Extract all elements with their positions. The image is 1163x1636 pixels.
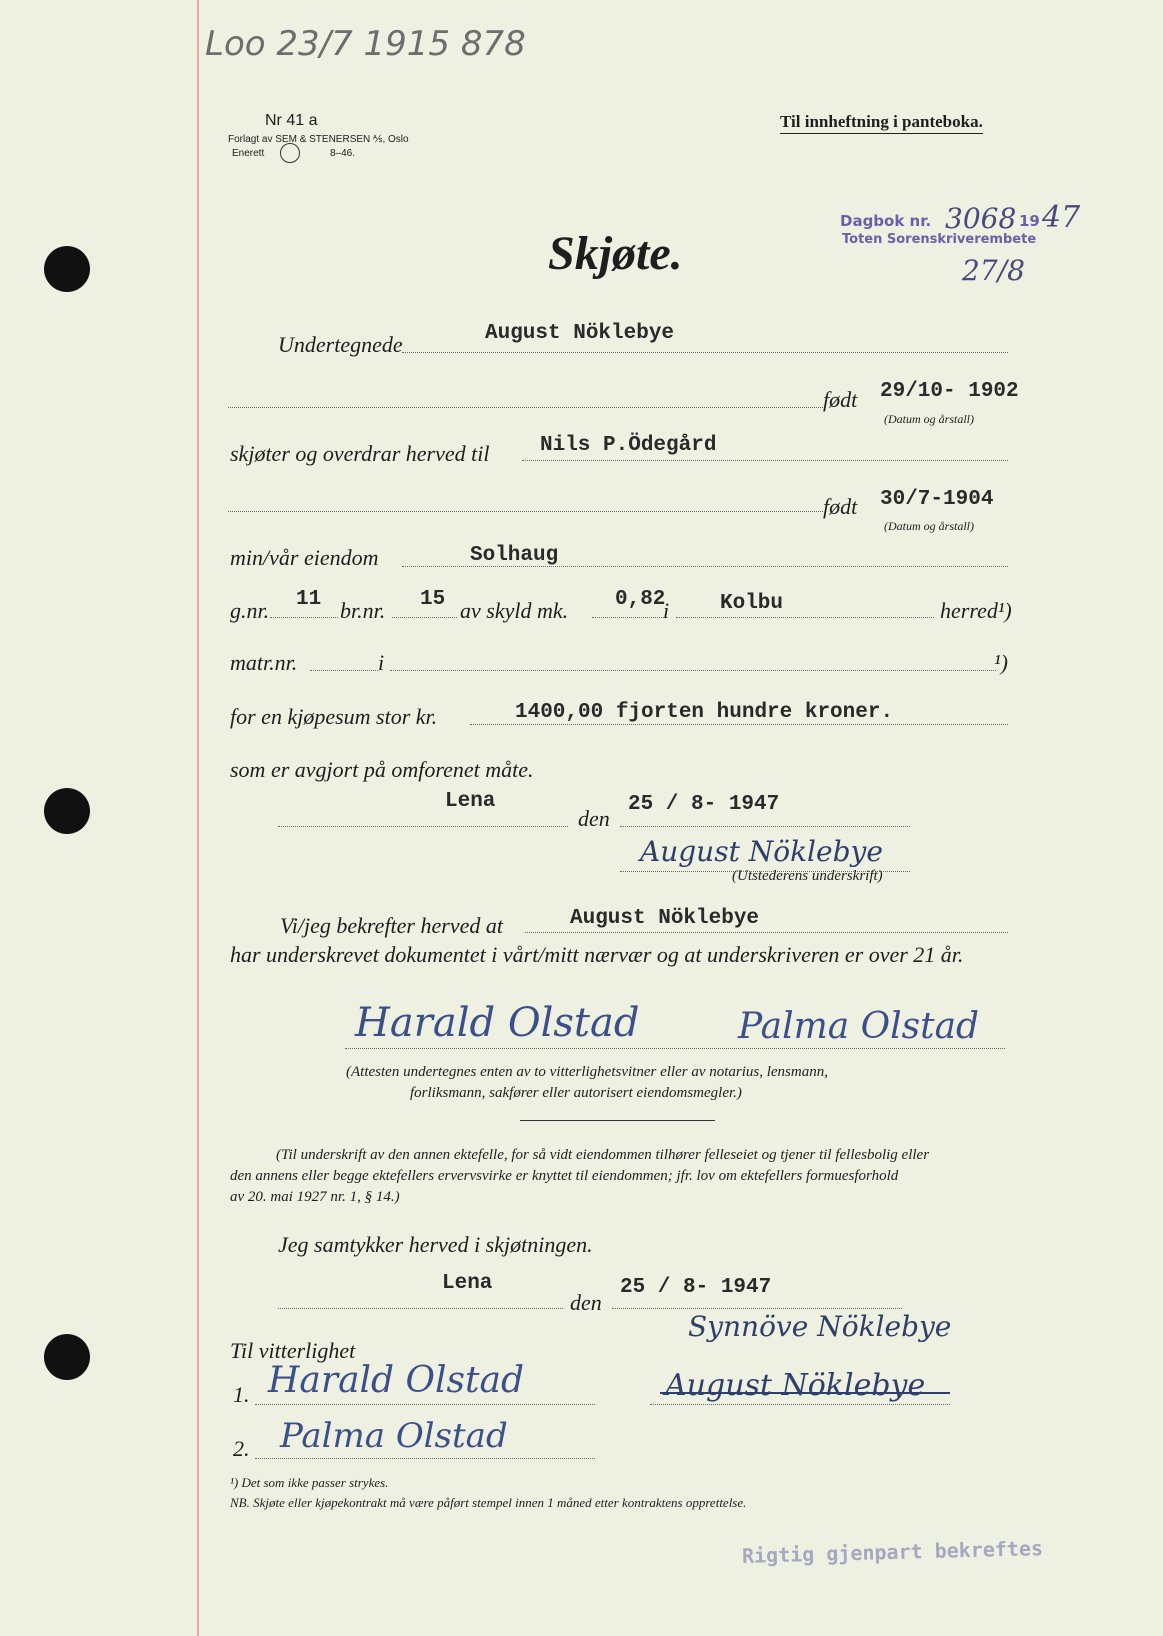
gnr-label: g.nr. [230,598,270,623]
punch-hole [44,246,90,292]
seller-label: Undertegnede [278,332,403,357]
footnote-1: ¹) Det som ikke passer strykes. [230,1475,389,1490]
print-date: 8–46. [330,148,356,159]
vitterlighet-witness-1: Harald Olstad [268,1360,525,1401]
issuer-signature: August Nöklebye [640,835,883,868]
publisher: Forlagt av SEM & STENERSEN ⅍, Oslo [228,134,409,145]
born-label: født [823,387,858,412]
binding-note: Til innheftning i panteboka. [780,112,983,134]
dotted-line [522,460,1008,461]
dotted-line [310,670,378,671]
property-name: Solhaug [470,544,559,567]
punch-hole [44,1334,90,1380]
spouse-note-line-2: den annens eller begge ektefellers ervervsvirke er knyttet til eiendommen; jfr. lov om ektefellers formuesforhold [230,1168,899,1184]
dagbok-number: 3068 [945,202,1017,235]
dotted-line [525,932,1008,933]
buyer-birth-date: 30/7-1904 [880,488,994,511]
dotted-line [390,670,996,671]
witness-label: Vi/jeg bekrefter herved at [280,913,503,938]
struck-signature: August Nöklebye [665,1368,926,1403]
spouse-signature: Synnöve Nöklebye [688,1310,952,1343]
signing-place: Lena [445,790,496,813]
dotted-line [592,617,664,618]
seller-name: August Nöklebye [485,322,675,345]
margin-line [197,0,199,1636]
bnr-label: br.nr. [340,598,386,623]
dotted-line [470,724,1008,725]
dotted-line [255,1458,595,1459]
dotted-line [392,617,457,618]
property-label: min/vår eiendom [230,545,379,570]
attest-note-line-1: (Attesten undertegnes enten av to vitterlighetsvitner eller av notarius, lensmann, [346,1064,828,1080]
vitterlighet-label: Til vitterlighet [230,1338,356,1363]
spouse-note-line-3: av 20. mai 1927 nr. 1, § 14.) [230,1189,400,1205]
consent-text: Jeg samtykker herved i skjøtningen. [278,1232,593,1257]
settled-text: som er avgjort på omforenet måte. [230,757,534,782]
seller-birth-date: 29/10- 1902 [880,380,1019,403]
gnr-value: 11 [296,588,322,611]
copyright-label: Enerett [232,148,265,159]
pencil-reference: Loo 23/7 1915 878 [205,24,526,64]
dotted-line [278,826,568,827]
buyer-name: Nils P.Ödegård [540,434,717,457]
witness-signature-2: Palma Olstad [738,1006,980,1047]
consent-den-label: den [570,1290,602,1315]
price-value: 1400,00 fjorten hundre kroner. [515,701,894,724]
dotted-line [402,352,1008,353]
consent-date: 25 / 8- 1947 [620,1276,772,1299]
dotted-line [270,617,338,618]
footnote-nb: NB. Skjøte eller kjøpekontrakt må være påført stempel innen 1 måned etter kontraktens opprettelse. [230,1495,747,1510]
skyld-label: av skyld mk. [460,598,569,623]
separator-line [520,1120,715,1121]
dagbok-label: Dagbok nr. [840,212,932,230]
copy-certification-stamp: Rigtig gjenpart bekreftes [741,1536,1044,1568]
vitterlighet-witness-2: Palma Olstad [280,1416,508,1456]
attest-note-line-2: forliksmann, sakfører eller autorisert eiendomsmegler.) [410,1085,742,1101]
dotted-line [255,1404,595,1405]
dotted-line [228,511,823,512]
office-name: Toten Sorenskriverembete [842,232,1037,247]
bnr-value: 15 [420,588,446,611]
dotted-line [620,826,910,827]
dotted-line [278,1308,563,1309]
herred-label: herred¹) [940,598,1012,623]
witness-subject-name: August Nöklebye [570,907,760,930]
den-label: den [578,806,610,831]
consent-place: Lena [442,1272,493,1295]
matr-note: ¹) [994,650,1008,675]
i-label: i [663,598,670,623]
born-label: født [823,494,858,519]
matr-label: matr.nr. [230,650,298,675]
signature-hint: (Utstederens underskrift) [732,868,883,884]
year-suffix: 47 [1042,200,1081,235]
form-number: Nr 41 a [265,112,318,129]
dotted-line [676,617,934,618]
witness-number-2: 2. [233,1436,250,1461]
spouse-note-line-1: (Til underskrift av den annen ektefelle, for så vidt eiendommen tilhører felleseiet og tjener til fellesbolig eller [276,1147,930,1163]
signing-date: 25 / 8- 1947 [628,793,780,816]
date-hint: (Datum og årstall) [884,519,974,533]
punch-hole [44,788,90,834]
witness-signature-1: Harald Olstad [355,1000,640,1046]
price-label: for en kjøpesum stor kr. [230,704,438,729]
strike-line [660,1392,950,1394]
dotted-line [612,1308,902,1309]
dotted-line [650,1404,950,1405]
buyer-label: skjøter og overdrar herved til [230,441,490,466]
date-hint: (Datum og årstall) [884,412,974,426]
year-prefix: 19 [1019,212,1040,230]
dotted-line [345,1048,1005,1049]
stamp-date: 27/8 [962,254,1025,287]
witness-statement: har underskrevet dokumentet i vårt/mitt nærvær og at underskriveren er over 21 år. [230,942,964,967]
witness-number-1: 1. [233,1382,250,1407]
copyright-seal [280,143,300,163]
skyld-value: 0,82 [615,588,666,611]
dotted-line [228,407,823,408]
matr-i-label: i [378,650,385,675]
document-title: Skjøte. [548,227,683,280]
herred-value: Kolbu [720,592,784,615]
